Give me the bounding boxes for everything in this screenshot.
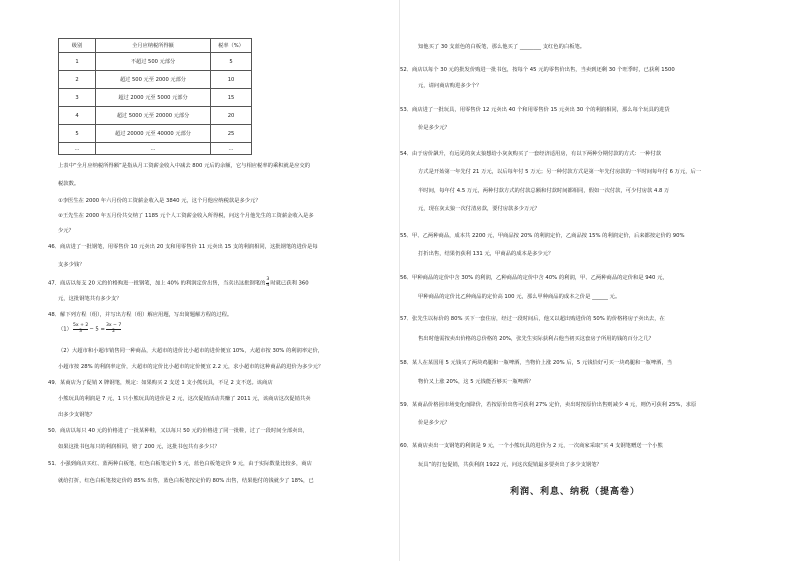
- question-48-line: （2）大超市和小超市销售同一种商品，大超市的进价比小超市的进价便宜 10%，大超市按 30% 的利润率定价，: [58, 348, 324, 354]
- question-51-line: 51．小强到商店买红、蓝两种白板笔，红色白板笔定价 5 元，蓝色白板笔定价 9 元，由于实际数量比较多，商店: [48, 461, 312, 467]
- question-56-line: 甲种商品的定价比乙种商品的定价高 100 元，那么甲种商品的成本之价是 ______ 元。: [418, 294, 621, 300]
- question-47-line: 元，这批钢笔共有多少支？: [58, 296, 122, 302]
- paragraph-line: 上表中“全月应纳税所得额”是指从月工资薪金收入中减去 800 元后的余额，它与相应税率的乘积就是应交的: [58, 163, 311, 169]
- question-57-line: 57．张先生以标价的 80% 买下一套住房，经过一段时间后，他又以超出购进价的 50% 的价格将房子卖出去，在: [400, 316, 665, 322]
- table-cell: 超过 500 元至 2000 元部分: [96, 71, 211, 89]
- table-row: [59, 53, 252, 71]
- question-46-line: 支多少钱？: [58, 262, 85, 268]
- question-51-continued: 知他买了 30 支蓝色的白板笔，那么他买了 ________ 支红色的白板笔。: [418, 44, 586, 50]
- fraction: [266, 278, 269, 288]
- fraction: [106, 324, 121, 334]
- table-cell: …: [211, 143, 252, 155]
- equation-middle: − 5 =: [89, 326, 105, 333]
- table-header-cell: 级别: [59, 39, 96, 53]
- table-row: [59, 143, 252, 155]
- question-49-line: 49．某商店为了促销 X 牌钢笔，规定：如果购买 2 支送 1 支小熊玩具，不足 2 支不送。该商店: [48, 380, 273, 386]
- question-48-line: 小超市按 28% 的利润率定价，大超市的定价比小超市的定价便宜 2.2 元，求小超市的这种商品的进价为多少元？: [58, 364, 324, 370]
- question-54-line: 元，现在灰太狼一次付清房款，要付房款多少万元？: [418, 206, 540, 212]
- table-cell: 4: [59, 107, 96, 125]
- question-54-line: 方式是开始第一年先付 21 万元，以后每年付 5 万元；另一种付款方式是第一年先付房款的一半时间每年付 6 万元，后一: [418, 169, 702, 175]
- table-cell: 超过 2000 元至 5000 元部分: [96, 89, 211, 107]
- section-title: 利润、利息、纳税（提高卷）: [510, 487, 641, 497]
- question-46-line: 46．商店进了一批钢笔，用零售价 10 元卖出 20 支和用零售价 11 元卖出 15 支的利润相同，这批钢笔的进价是每: [48, 244, 318, 250]
- paragraph-line: ②王先生在 2000 年五月份共交纳了 1185 元个人工资薪金收入所得税，问这个月他先生的工资薪金收入是多: [58, 213, 314, 219]
- table-cell: 3: [59, 89, 96, 107]
- table-row: [59, 89, 252, 107]
- table-cell: 10: [211, 71, 252, 89]
- question-53-line: 价是多少元？: [418, 125, 450, 131]
- table-header-cell: 全月应纳税所得额: [96, 39, 211, 53]
- fraction-denominator: 3: [79, 328, 83, 334]
- tax-rate-table: [58, 38, 252, 155]
- question-47-text: 47．商店以每支 20 元的价格购进一批钢笔，加上 40% 的利润定价出售，当卖出这批钢笔的: [48, 280, 266, 287]
- question-55-line: 55．甲、乙两种商品，成本共 2200 元，甲商品按 20% 的利润定价，乙商品按 15% 的利润定价，后来都按定价的 90%: [400, 233, 685, 239]
- table-cell: 15: [211, 89, 252, 107]
- question-50-line: 50．商店以每只 40 元的价格进了一批某种鞋，又以每只 50 元的价格进了同一批鞋，过了一段时间全部卖出，: [48, 428, 309, 434]
- table-row: [59, 107, 252, 125]
- question-54-line: 54．由于房价飙升，有远见的灰太狼想给小灰灰购买了一套经济适用房，有以下两种分期付款的方式：一种付款: [400, 151, 661, 157]
- question-52-line: 52．商店以每个 30 元的批发价购进一批书包，按每个 45 元的零售价出售，当卖到还剩 30 个旺季时，已获利 1500: [400, 67, 675, 73]
- table-cell: 5: [59, 125, 96, 143]
- question-47-line: [48, 278, 309, 288]
- fraction-denominator: 4: [266, 282, 270, 288]
- table-cell: 25: [211, 125, 252, 143]
- paragraph-line: 少元？: [58, 228, 74, 234]
- question-47-text: 时就已获利 360: [270, 280, 309, 287]
- question-59-line: 价是多少元？: [418, 420, 450, 426]
- question-59-line: 59．某商品价格因市场变化而降价，若按原价出售可获利 27% 定价，卖出时按原价出售则减少 4 元，则仍可获利 25%，求原: [400, 402, 697, 408]
- paragraph-line: 税款数。: [58, 181, 80, 187]
- table-cell: …: [59, 143, 96, 155]
- table-cell: …: [96, 143, 211, 155]
- fraction-numerator: 5x + 2: [72, 323, 89, 328]
- paragraph-line: ①李医生在 2000 年六月份的工资薪金收入是 3840 元，这个月他应纳税款是多少元？: [58, 198, 261, 204]
- question-53-line: 53．商店进了一批玩具，用零售价 12 元卖出 40 个和用零售价 15 元卖出 30 个的利润相同，那么每个玩具的进货: [400, 107, 670, 113]
- question-57-line: 售出时他需按卖出价格的总价格的 20%，张先生实际获利占他当初买这套房子所用的钱的百分之几？: [418, 336, 654, 342]
- fraction-numerator: 3: [266, 277, 270, 282]
- table-cell: 超过 5000 元至 20000 元部分: [96, 107, 211, 125]
- fraction: [73, 324, 88, 334]
- question-56-line: 56．甲种商品的定价中含 30% 的利润，乙种商品的定价中含 40% 的利润，甲、乙两种商品的定价和是 940 元，: [400, 275, 668, 281]
- question-55-line: 打折出售，结果仍获利 131 元，甲商品的成本是多少元？: [418, 251, 554, 257]
- table-row: [59, 125, 252, 143]
- table-cell: 5: [211, 53, 252, 71]
- question-49-line: 出多少支钢笔？: [58, 412, 96, 418]
- table-cell: 2: [59, 71, 96, 89]
- equation-label: （1）: [58, 326, 72, 333]
- question-52-line: 元，请问商店购进多少个？: [418, 83, 482, 89]
- question-50-line: 如果这批书包每只的利润相同，赔了 200 元，这批书包共有多少只？: [58, 444, 220, 450]
- question-58-line: 物价又上涨 20%，这 5 元钱能否够买一瓶啤酒？: [418, 379, 534, 385]
- fraction-numerator: 3x − 7: [105, 323, 122, 328]
- table-header-cell: 税率（%）: [211, 39, 252, 53]
- table-row: [59, 71, 252, 89]
- fraction-denominator: 2: [112, 328, 116, 334]
- question-54-line: 半时间，每年付 4.5 万元，两种付款方式的付款总额和付款时间都相同，假如一次付款，可少付房款 4.8 万: [418, 188, 670, 194]
- table-cell: 1: [59, 53, 96, 71]
- question-60-line: 60．某商店卖出一支钢笔的利润是 9 元，一个小熊玩具的进价为 2 元，一次商家采取“买 4 支钢笔赠送一个小熊: [400, 443, 663, 449]
- equation: [58, 324, 122, 334]
- table-header-row: [59, 39, 252, 53]
- question-49-line: 小熊玩具的利润是 7 元，1 只小熊玩具的进价是 2 元，这次促销活动共赚了 2011 元，该商店这次促销共卖: [58, 396, 311, 402]
- table-cell: 超过 20000 元至 40000 元部分: [96, 125, 211, 143]
- question-51-line: 就给打折，红色白板笔按定价的 85% 出售，蓝色白板笔按定价的 80% 出售，结果他付的钱就少了 18%，已: [58, 478, 314, 484]
- table-cell: 不超过 500 元部分: [96, 53, 211, 71]
- question-58-line: 58．某人在某国用 5 元钱买了两块鸡腿和一瓶啤酒，当物价上涨 20% 后，5 元钱恰好可买一块鸡腿和一瓶啤酒，当: [400, 360, 673, 366]
- table-cell: 20: [211, 107, 252, 125]
- question-48-line: 48．解下列方程（组），并写出方程（组）解应用题，写出简题解方程的过程。: [48, 312, 233, 318]
- question-60-line: 玩具”的打包促销，共获利润 1922 元，问这次促销最多要卖出了多少支钢笔？: [418, 462, 602, 468]
